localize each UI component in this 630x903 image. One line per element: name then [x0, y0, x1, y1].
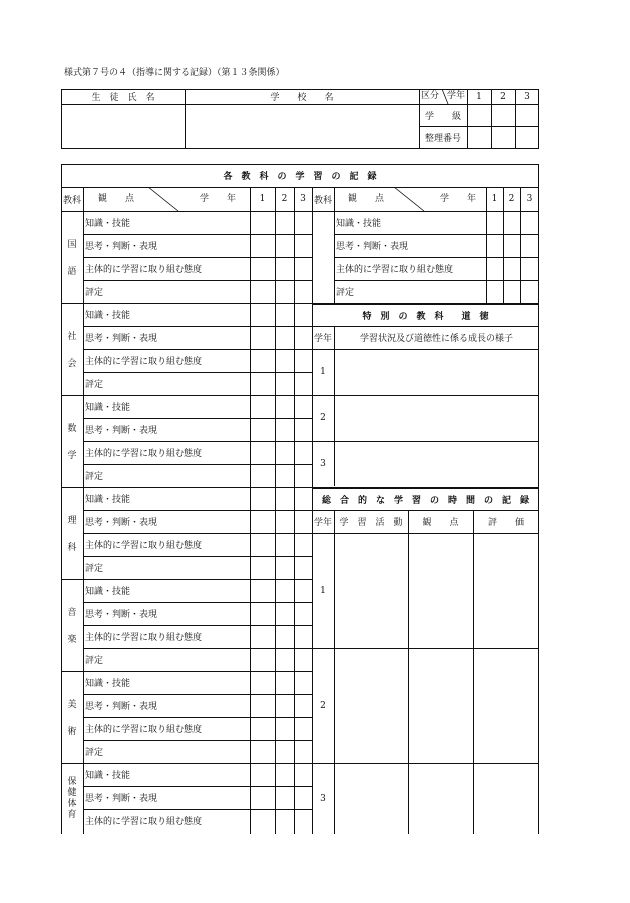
item-label: 評定: [85, 380, 104, 390]
seiri-bango-label: 整理番号: [424, 134, 461, 144]
item-label: 知識・技能: [85, 771, 131, 781]
moral-col-desc: 学習状況及び道徳性に係る成長の様子: [359, 334, 513, 344]
item-label: 思考・判断・表現: [85, 702, 158, 712]
col-kyouka-left: 教科: [62, 195, 81, 206]
item-label: 評定: [85, 656, 104, 666]
item-label: 評定: [85, 748, 104, 758]
item-label: 思考・判断・表現: [85, 794, 158, 804]
subject-ongaku: 音 楽: [67, 608, 77, 645]
gakunen-label: 学年: [447, 91, 466, 101]
item-label: 主体的に学習に取り組む態度: [85, 633, 203, 643]
item-label: 主体的に学習に取り組む態度: [85, 541, 203, 551]
item-label: 知識・技能: [85, 587, 131, 597]
student-name-label: 生 徒 氏 名: [91, 93, 155, 103]
subject-bijutsu: 美 術: [67, 700, 77, 737]
right-grade-2: 2: [508, 194, 515, 204]
item-label: 知識・技能: [85, 219, 131, 229]
item-label: 思考・判断・表現: [85, 334, 158, 344]
item-label: 思考・判断・表現: [85, 518, 158, 528]
subject-sugaku: 数 学: [67, 424, 77, 461]
item-label: 思考・判断・表現: [85, 426, 158, 436]
top-grade-3: 3: [524, 91, 530, 102]
left-grade-3: 3: [300, 194, 306, 204]
moral-entry-2[interactable]: [335, 396, 539, 441]
integrated-col-gakunen: 学年: [313, 518, 332, 528]
item-label: 主体的に学習に取り組む態度: [85, 725, 203, 735]
item-label: 主体的に学習に取り組む態度: [85, 449, 203, 459]
integrated-col-kanten: 観 点: [422, 518, 459, 528]
left-grade-2: 2: [281, 194, 288, 204]
moral-entry-3[interactable]: [335, 442, 539, 487]
item-label: 知識・技能: [336, 219, 382, 229]
moral-section-title: 特 別 の 教 科 道 徳: [362, 312, 489, 322]
item-label: 主体的に学習に取り組む態度: [85, 265, 203, 275]
right-grade-3: 3: [526, 194, 533, 204]
col-kanten-right: 観 点: [348, 194, 385, 204]
header-diagonal-right: [334, 187, 486, 211]
integrated-col-hyouka: 評 価: [487, 518, 524, 528]
item-label: 知識・技能: [85, 495, 131, 505]
item-label: 知識・技能: [85, 403, 131, 413]
col-kyouka-right: 教科: [313, 195, 332, 206]
subjects-section-title: 各 教 科 の 学 習 の 記 録: [223, 172, 377, 182]
kubun-label: 区分: [421, 91, 440, 101]
moral-col-gakunen: 学年: [313, 334, 332, 344]
gakkyu-label: 学 級: [424, 111, 461, 122]
header-diagonal-left: [83, 187, 250, 211]
item-label: 主体的に学習に取り組む態度: [85, 357, 203, 367]
integrated-row-1: 1: [320, 585, 326, 596]
form-title: 様式第７号の４（指導に関する記録）（第１３条関係）: [64, 68, 285, 78]
item-label: 主体的に学習に取り組む態度: [336, 265, 454, 275]
item-label: 思考・判断・表現: [85, 242, 158, 252]
top-grade-1: 1: [476, 91, 482, 102]
item-label: 評定: [85, 288, 104, 298]
item-label: 評定: [85, 472, 104, 482]
integrated-section-title: 総 合 的 な 学 習 の 時 間 の 記 録: [321, 496, 529, 506]
item-label: 知識・技能: [85, 311, 131, 321]
subject-kokugo: 国 語: [67, 240, 77, 277]
item-label: 主体的に学習に取り組む態度: [85, 817, 203, 827]
school-name-field[interactable]: [185, 104, 419, 149]
item-label: 評定: [336, 288, 355, 298]
student-name-field[interactable]: [61, 104, 185, 149]
moral-row-1: 1: [320, 367, 326, 377]
item-label: 思考・判断・表現: [85, 610, 158, 620]
item-label: 評定: [85, 564, 104, 574]
col-gakunen-left: 学 年: [200, 194, 237, 204]
left-grade-1: 1: [259, 194, 266, 204]
col-kanten-left: 観 点: [98, 194, 135, 204]
item-label: 知識・技能: [85, 679, 131, 689]
subject-shakai: 社 会: [67, 332, 77, 369]
col-gakunen-right: 学 年: [440, 194, 477, 204]
subject-hoken-taiiku: 保 健 体 育: [67, 776, 77, 820]
integrated-row-2: 2: [320, 700, 326, 711]
item-label: 思考・判断・表現: [336, 242, 409, 252]
moral-row-2: 2: [320, 413, 326, 423]
subject-rika: 理 科: [67, 516, 77, 553]
integrated-col-activity: 学 習 活 動: [339, 518, 403, 528]
right-grade-1: 1: [491, 194, 498, 204]
moral-entry-1[interactable]: [335, 350, 539, 395]
school-name-label: 学 校 名: [270, 93, 334, 103]
integrated-row-3: 3: [320, 793, 326, 804]
moral-row-3: 3: [320, 459, 326, 469]
top-grade-2: 2: [500, 91, 506, 102]
